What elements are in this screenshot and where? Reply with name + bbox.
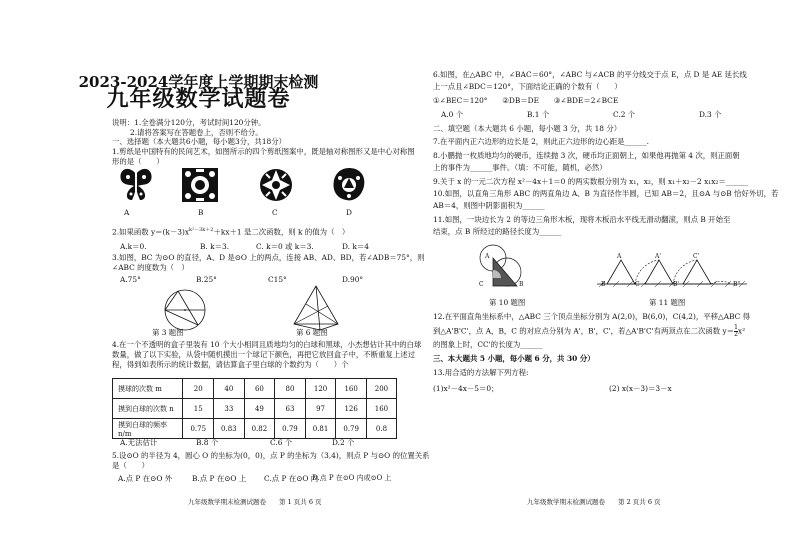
- q5-option-b: B.点 P 在⊙O 上: [192, 474, 247, 483]
- q3-option-d: D.90°: [342, 275, 364, 284]
- table-cell: 15: [183, 399, 214, 419]
- fig3-caption: 第 3 题图: [152, 328, 184, 337]
- q8-line-1: 8.小鹏抛一枚质地均匀的硬币，连续抛 3 次，硬币均正面朝上，如果他再抛第 4 次，则正面朝: [433, 151, 740, 160]
- table-cell: 160: [336, 379, 367, 399]
- table-cell: 0.82: [244, 419, 275, 439]
- section-2-heading: 二、填空题（本大题共 6 小题，每小题 3 分，共 18 分）: [433, 124, 622, 133]
- fig10-label-a: A: [485, 253, 490, 260]
- fig10-label-c: C: [479, 281, 484, 288]
- q3-line-1: 3.如图，BC 为⊙O 的直径，A、D 是⊙O 上的两点，连接 AB、AD、BD，若∠ADB＝75°，则: [112, 253, 425, 262]
- table-cell: 0.75: [183, 419, 214, 439]
- q5-option-d: D.点 P 在⊙O 内或⊙O 上: [312, 474, 392, 482]
- fig6-caption: 第 6 题图: [296, 328, 328, 337]
- section-1-heading: 一、选择题（本大题共6小题，每小题3分，共18分）: [112, 137, 287, 146]
- q2-text: [112, 226, 349, 237]
- q12-line-2: [433, 325, 745, 338]
- q6-line-1: 6.如图，在△ABC 中，∠BAC＝60°，∠ABC 与∠ACB 的平分线交于点 E，点 D 是 AE 延长线: [433, 70, 747, 79]
- q4-line-3: 程，得到如表所示的统计数据，请估算盒子里白球的个数约为（ ）个: [112, 360, 349, 369]
- q5-line-2: 是（ ）: [112, 461, 149, 470]
- q6-option-d: D.3 个: [699, 110, 722, 119]
- q6-option-c: C.2 个: [613, 110, 636, 119]
- q1-line-2: 形的是（ ）: [112, 157, 164, 166]
- fig11-label-c-prime: C': [693, 253, 700, 260]
- table-cell: 160: [366, 399, 396, 419]
- papercut-lattice-figure: [258, 166, 294, 204]
- q4-option-c: C.6 个: [270, 438, 293, 447]
- table-cell: 80: [275, 379, 306, 399]
- q5-line-1: 5.设⊙O 的半径为 4，圆心 O 的坐标为(0，0)，点 P 的坐标为（3,4)，则点 P 与⊙O 的位置关系: [112, 451, 430, 460]
- q7-text: 7.在平面内正六边形的边长是 2，则此正六边形的边心距是______.: [433, 137, 650, 146]
- section-3-heading: 三、本大题共 5 小题，每小题 6 分，共 30 分）: [433, 354, 595, 363]
- fig11-label-a: A: [617, 253, 622, 260]
- q3-option-b: B.25°: [196, 275, 217, 284]
- table-cell: 0.79: [275, 419, 306, 439]
- q10-line-2: AB＝4，则图中阴影面积为______: [433, 201, 545, 210]
- q1-label-c: C: [272, 208, 278, 217]
- q12-line-2-text: 到△A'B'C'，点 A，B，C 的对应点分别为 A'，B'，C'，若△A'B'C'有两顶点在二次函数 y＝: [433, 326, 735, 336]
- q13-text: 13.用合适的方法解下列方程:: [433, 368, 529, 377]
- q12-line-3: 的图象上时，CC'的长度为______: [433, 340, 543, 349]
- table-row: [113, 399, 397, 419]
- q1-label-b: B: [198, 208, 204, 217]
- fig11-caption: 第 11 题图: [649, 298, 686, 307]
- footer-left: 九年级数学期末检测试题卷 第 1 页共 6 页: [188, 498, 322, 506]
- table-cell: 20: [183, 379, 214, 399]
- table-row: [113, 379, 397, 399]
- table-cell: 0.8: [366, 419, 396, 439]
- table-cell: 摸到白球的次数 n: [113, 399, 183, 419]
- note-2: 2.请将答案写在答题卷上，否则不给分。: [130, 128, 263, 137]
- q5-option-c: C.点 P 在⊙O 内: [264, 474, 319, 483]
- table-cell: 200: [366, 379, 396, 399]
- q10-line-1: 10.如图，以直角三角形 ABC 的两直角边 A、B 为直径作半圆，已知 AB＝2，且⊙A 与⊙B 恰好外切，若: [433, 189, 779, 198]
- q1-label-d: D: [346, 208, 352, 217]
- q4-option-b: B.8 个: [196, 438, 219, 447]
- table-cell: 摸球的次数 m: [113, 379, 183, 399]
- right-page: [397, 0, 794, 556]
- q4-option-a: A.无法估计: [120, 438, 158, 447]
- table-cell: 126: [336, 399, 367, 419]
- q12-fraction-numerator: 1: [734, 324, 738, 331]
- fig11-label-b-prime: B': [673, 281, 680, 288]
- fig10-caption: 第 10 题图: [489, 298, 526, 307]
- q4-line-2: 数量，做了以下实验，从袋中随机摸出一个球记下颜色，再把它放回盒子中，不断重复上述过: [112, 350, 416, 359]
- q2-option-b: B. k＝3.: [200, 242, 230, 251]
- q2-option-d: D. k＝4: [342, 242, 369, 251]
- note-1: 说明：1.全卷满分120分，考试时间120分钟。: [112, 118, 266, 127]
- q6-line-2: 上一点且∠BDC＝120°，下面结论正确的个数有（ ）: [433, 82, 622, 91]
- table-cell: 0.83: [214, 419, 245, 439]
- table-cell: 49: [244, 399, 275, 419]
- q12-fraction-denominator: 2: [734, 331, 738, 338]
- q4-line-1: 4.在一个不透明的盒子里装有 10 个大小相同且质地均匀的白球和黑球，小杰想估计其中的白球: [112, 340, 422, 349]
- table-cell: 摸到白球的频率 n/m: [113, 419, 183, 439]
- table-cell: 40: [214, 379, 245, 399]
- papercut-fish-ring-figure: [330, 166, 368, 204]
- q2-text-a: 2.如果函数 y＝(k－3)x: [112, 227, 190, 237]
- q3-option-c: C15°: [268, 275, 287, 284]
- fig11-label-b-double-prime: B'': [733, 281, 741, 288]
- q11-line-2: 结束，点 B 所经过的路径长度为______: [433, 227, 562, 236]
- q13-part-2: (2) x(x－3)＝3－x: [609, 384, 672, 393]
- q2-exponent: k²－3k＋2: [189, 227, 214, 233]
- q6-triangle-figure: [290, 284, 342, 332]
- q1-line-1: 1.剪纸是中国特有的民间艺术，如图所示的四个剪纸图案中，既是轴对称图形又是中心对称图: [112, 147, 415, 156]
- q11-line-1: 11.如图，一块边长为 2 的等边三角形木板，现将木板沿水平线无滑动翻滚，则点 B 开始至: [433, 215, 731, 224]
- q3-line-2: ∠ABC 的度数为（ ）: [112, 263, 189, 272]
- q6-statements: ①∠BEC＝120° ②DB＝DE ③∠BDE＝2∠BCE: [433, 96, 619, 105]
- q13-part-1: (1)x²－4x－5＝0；: [433, 384, 499, 393]
- fig10-label-b: B: [519, 281, 524, 288]
- fig11-label-b: B: [601, 281, 606, 288]
- q2-option-c: C. k＝0 或 k＝3.: [256, 242, 314, 251]
- table-cell: 0.81: [305, 419, 336, 439]
- q8-line-2: 上的事件为______事件。（填：不可能，随机，必然）: [433, 163, 607, 172]
- frequency-table: [112, 378, 397, 439]
- q2-option-a: A.k＝0.: [120, 242, 147, 251]
- exam-title: 2023-2024学年度上学期期末检测: [78, 73, 319, 91]
- papercut-square-pattern-figure: [180, 166, 220, 204]
- q4-option-d: D.2 个: [332, 438, 355, 447]
- table-cell: 63: [275, 399, 306, 419]
- table-cell: 60: [244, 379, 275, 399]
- table-row: [113, 419, 397, 439]
- table-cell: 120: [305, 379, 336, 399]
- papercut-butterfly-figure: [118, 166, 154, 204]
- table-cell: 97: [305, 399, 336, 419]
- footer-right: 九年级数学期末检测试题卷 第 2 页共 6 页: [527, 498, 661, 506]
- q5-option-a: A.点 P 在⊙O 外: [118, 474, 173, 483]
- q6-option-a: A.0 个: [441, 110, 464, 119]
- q3-option-a: A.75°: [120, 275, 141, 284]
- table-cell: 0.79: [336, 419, 367, 439]
- q3-circle-figure: [150, 286, 220, 334]
- q12-line-1: 12.在平面直角坐标系中，△ABC 三个顶点坐标分别为 A(2,0)，B(6,0)，C(4,2)，平移△ABC 得: [433, 312, 751, 321]
- exam-subtitle: 九年级数学试题卷: [106, 86, 291, 112]
- fig11-label-c: C: [635, 281, 640, 288]
- q6-option-b: B.1 个: [527, 110, 550, 119]
- table-cell: 33: [214, 399, 245, 419]
- q1-label-a: A: [124, 208, 130, 217]
- fig11-label-a-prime: A': [655, 253, 661, 260]
- q2-text-b: ＋kx＋1 是二次函数，则 k 的值为（ ）: [213, 227, 350, 237]
- q12-fraction-tail: x²: [737, 326, 746, 336]
- q9-text: 9.关于 x 的一元二次方程 x²－4x＋1＝0 的两实数根分别为 x₁，x₂，则 x₁＋x₂－2 x₁x₂＝______: [433, 177, 748, 186]
